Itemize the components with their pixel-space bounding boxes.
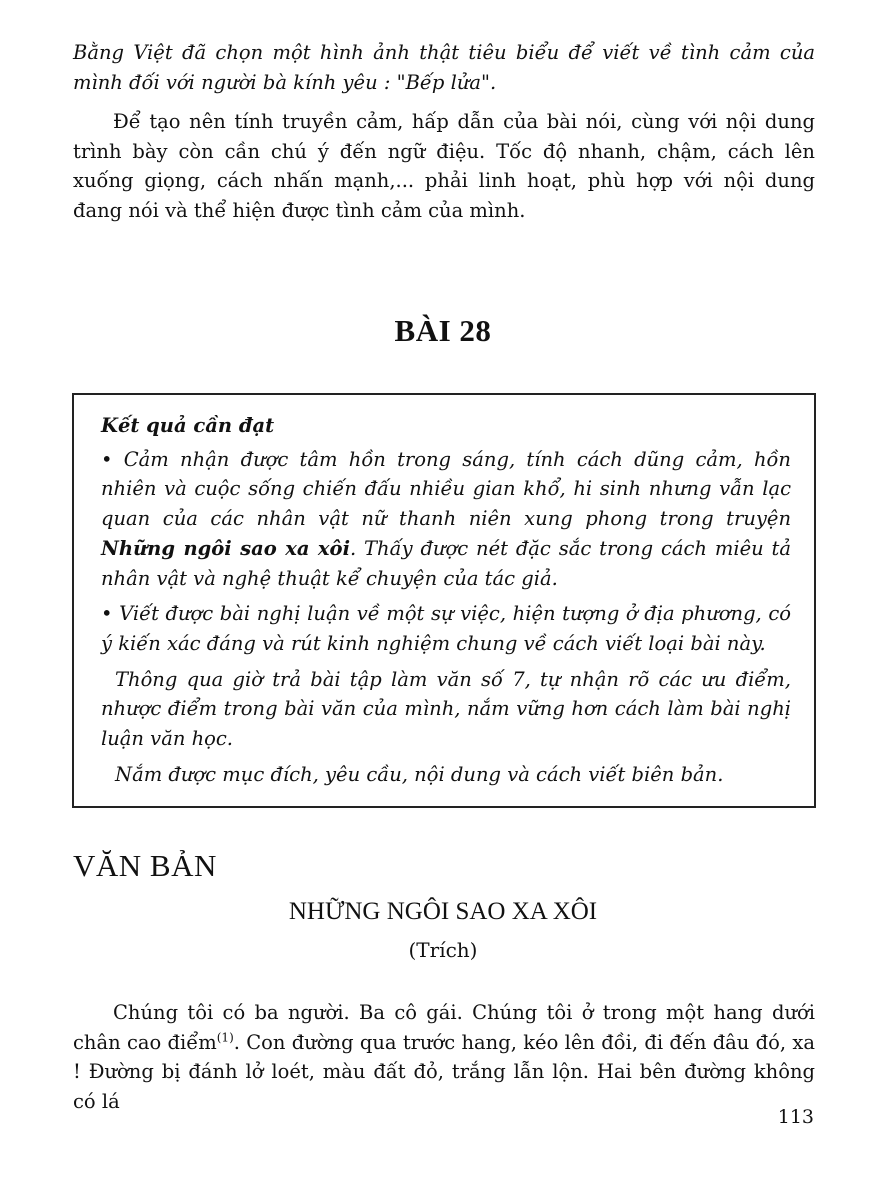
page-number: 113 [777,1106,814,1128]
story-title: NHỮNG NGÔI SAO XA XÔI [288,898,598,925]
story-text-start: Chúng tôi có ba người. Ba cô gái. Chúng tôi ở trong một hang dưới chân cao điểm [73,1001,815,1054]
objective-item-1 [101,445,791,594]
story-title-reference: Những ngôi sao xa xôi [101,536,350,560]
objective-item-1-tail: . Thấy được nét đặc sắc trong cách miêu tả nhân vật và nghệ thuật kể chuyện của tác giả. [101,536,792,590]
lesson-title: BÀI 28 [394,313,492,348]
story-subtitle: (Trích) [408,938,478,962]
intro-continuation: Bằng Việt đã chọn một hình ảnh thật tiêu biểu để viết về tình cảm của mình đối với người bà kính yêu : "Bếp lửa". [73,41,815,94]
objectives-content [101,411,791,795]
objectives-heading: Kết quả cần đạt [101,414,275,437]
objective-item-1-text: • Cảm nhận được tâm hồn trong sáng, tính cách dũng cảm, hồn nhiên và cuộc sống chiến đấu nhiều gian khổ, hi sinh nhưng vẫn lạc quan của các nhân vật nữ thanh niên xung phong trong truyện [101,447,791,531]
objectives-box [72,393,816,808]
story-paragraph [73,998,815,1117]
section-heading: VĂN BẢN [73,848,217,883]
story-text-continued: . Con đường qua trước hang, kéo lên đồi, đi đến đâu đó, xa ! Đường bị đánh lở loét, màu đất đỏ, trắng lẫn lộn. Hai bên đường không có lá [73,1030,815,1114]
objective-item-4: Nắm được mục đích, yêu cầu, nội dung và cách viết biên bản. [115,762,724,786]
objective-item-2: • Viết được bài nghị luận về một sự việc, hiện tượng ở địa phương, có ý kiến xác đáng và rút kinh nghiệm chung về cách viết loại bài này. [101,602,791,655]
footnote-marker: (1) [216,1030,234,1045]
intro-paragraph: Để tạo nên tính truyền cảm, hấp dẫn của bài nói, cùng với nội dung trình bày còn cần chú ý đến ngữ điệu. Tốc độ nhanh, chậm, cách lên xuống giọng, cách nhấn mạnh,... phải linh hoạt, phù hợp với nội dung đang nói và thể hiện được tình cảm của mình. [73,110,815,223]
objective-item-3: Thông qua giờ trả bài tập làm văn số 7, tự nhận rõ các ưu điểm, nhược điểm trong bài văn của mình, nắm vững hơn cách làm bài nghị luận văn học. [101,667,791,751]
